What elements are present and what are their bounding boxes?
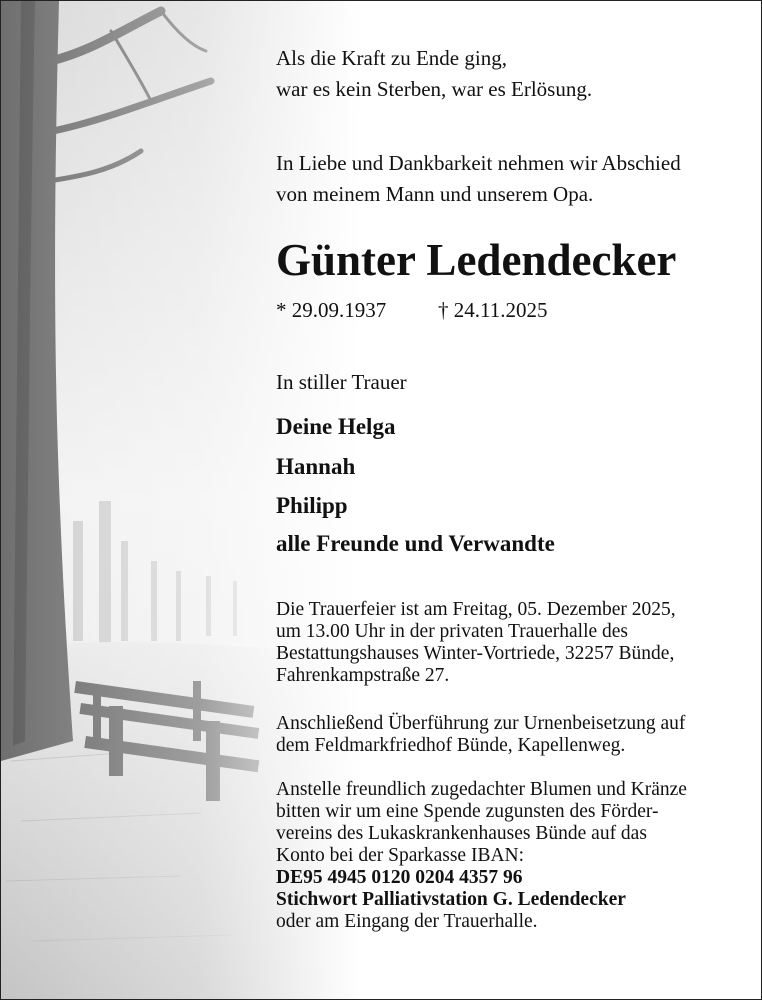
mourner-name: Philipp	[276, 493, 348, 518]
poem-line: war es kein Sterben, war es Erlösung.	[276, 77, 593, 101]
transfer-line: dem Feldmarkfriedhof Bünde, Kapellenweg.	[276, 735, 626, 756]
ceremony-line: Bestattungshauses Winter-Vortriede, 32257 Bünde,	[276, 643, 675, 664]
donation-line: Konto bei der Sparkasse IBAN:	[276, 845, 525, 866]
death-date: † 24.11.2025	[438, 298, 548, 322]
ceremony-info	[276, 599, 676, 687]
donation-line: vereins des Lukaskrankenhauses Bünde auf das	[276, 823, 647, 844]
donation-info	[276, 779, 687, 933]
deceased-name: Günter Ledendecker	[276, 235, 677, 285]
iban-number: DE95 4945 0120 0204 4357 96	[276, 867, 523, 888]
closing-line: oder am Eingang der Trauerhalle.	[276, 911, 538, 932]
poem-line: Als die Kraft zu Ende ging,	[276, 46, 507, 70]
donation-line: Anstelle freundlich zugedachter Blumen und Kränze	[276, 779, 687, 800]
ceremony-line: Fahrenkampstraße 27.	[276, 665, 450, 686]
ceremony-line: um 13.00 Uhr in der privaten Trauerhalle des	[276, 621, 629, 642]
donation-line: bitten wir um eine Spende zugunsten des Förder-	[276, 801, 659, 822]
mourning-line: In stiller Trauer	[276, 370, 407, 394]
ceremony-line: Die Trauerfeier ist am Freitag, 05. Dezember 2025,	[276, 599, 676, 620]
mourner-name: alle Freunde und Verwandte	[276, 531, 555, 556]
transfer-line: Anschließend Überführung zur Urnenbeisetzung auf	[276, 713, 686, 734]
intro-line: In Liebe und Dankbarkeit nehmen wir Abschied	[276, 151, 681, 175]
donation-keyword: Stichwort Palliativstation G. Ledendecker	[276, 889, 626, 910]
transfer-info	[276, 713, 685, 757]
mourner-name: Deine Helga	[276, 414, 396, 439]
intro-line: von meinem Mann und unserem Opa.	[276, 182, 594, 206]
mourner-name: Hannah	[276, 454, 356, 479]
birth-date: * 29.09.1937	[276, 298, 387, 322]
